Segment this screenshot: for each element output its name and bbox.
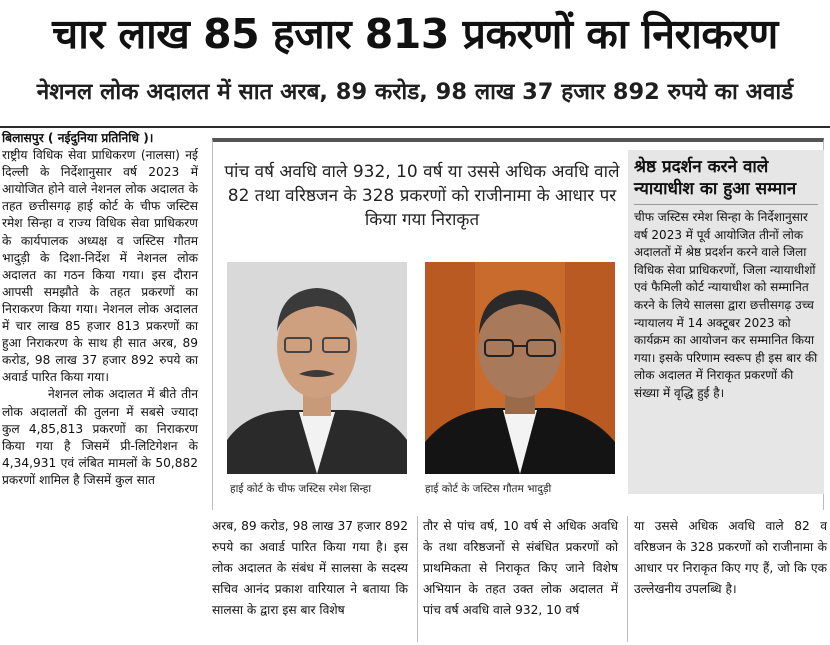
- body-paragraph-1: राष्ट्रीय विधिक सेवा प्राधिकरण (नालसा) नई दिल्ली के निर्देशानुसार वर्ष 2023 में आयोजित होने वाले नेशनल लोक अदालत के तहत छत्तीसगढ़ हाई कोर्ट के चीफ जस्टिस रमेश सिन्हा व राज्य विधिक सेवा प्राधिकरण के कार्यपालक अध्यक्ष व जस्टिस गौतम भादुड़ी के दिशा-निर्देश में नेशनल लोक अदालत का गठन किया गया। इस दौरान आपसी समझौते के तहत प्रकरणों का निराकरण किया गया। नेशनल लोक अदालत में चार लाख 85 हजार 813 प्रकरणों का हुआ निराकरण के साथ ही सात अरब, 89 करोड, 98 लाख 37 हजार 892 रुपये का अवार्ड पारित किया गया।: [2, 148, 198, 385]
- portrait-justice: [425, 262, 615, 474]
- dateline: बिलासपुर ( नईदुनिया प्रतिनिधि )।: [2, 131, 154, 145]
- body-column-4-text: या उससे अधिक अवधि वाले 82 व वरिष्ठजन के 328 प्रकरणों को राजीनामा के आधार पर निराकृत किए गए हैं, जो कि एक उल्लेखनीय उपलब्धि है।: [634, 519, 827, 596]
- pull-quote: पांच वर्ष अवधि वाले 932, 10 वर्ष या उससे अधिक अवधि वाले 82 तथा वरिष्ठजन के 328 प्रकरणों को राजीनामा के आधार पर किया गया निराकृत: [224, 162, 620, 230]
- headline: चार लाख 85 हजार 813 प्रकरणों का निराकरण: [52, 10, 778, 58]
- header-divider: [0, 126, 830, 128]
- body-column-2-text: अरब, 89 करोड, 98 लाख 37 हजार 892 रुपये का अवार्ड पारित किया गया है। इस लोक अदालत के संबंध में सालसा के सदस्य सचिव आनंद प्रकाश वारियाल ने बताया कि सालसा के द्वारा इस बार विशेष: [212, 519, 408, 617]
- body-column-3: [423, 516, 618, 621]
- sidebar-title: श्रेष्ठ प्रदर्शन करने वाले न्यायाधीश का हुआ सम्मान: [634, 156, 818, 205]
- body-column-3-text: तौर से पांच वर्ष, 10 वर्ष से अधिक अवधि के तथा वरिष्ठजनों से संबंधित प्रकरणों को प्राथमिकता से निराकृत किए जाने विशेष अभियान के तहत उक्त लोक अदालत में पांच वर्ष अवधि वाले 932, 10 वर्ष: [423, 519, 618, 617]
- photo-caption-chief-justice: हाई कोर्ट के चीफ जस्टिस रमेश सिन्हा: [230, 483, 372, 495]
- column-divider: [627, 516, 628, 642]
- body-column-2: [212, 516, 408, 621]
- body-paragraph-2: नेशनल लोक अदालत में बीते तीन लोक अदालतों की तुलना में सबसे ज्यादा कुल 4,85,813 प्रकरणों का निराकरण किया गया है जिसमें प्री-लिटिगेशन के 4,34,931 एवं लंबित मामलों के 50,882 प्रकरणों शामिल है जिसमें कुल सात: [2, 387, 198, 487]
- photo-caption-justice: हाई कोर्ट के जस्टिस गौतम भादुड़ी: [425, 483, 552, 495]
- left-column: [2, 130, 198, 489]
- column-divider: [417, 516, 418, 642]
- subheadline: नेशनल लोक अदालत में सात अरब, 89 करोड, 98 लाख 37 हजार 892 रुपये का अवार्ड: [36, 79, 794, 105]
- photo-justice: [425, 262, 615, 474]
- portrait-chief-justice: [227, 262, 407, 474]
- sidebar-body: चीफ जस्टिस रमेश सिन्हा के निर्देशानुसार वर्ष 2023 में पूर्व आयोजित तीनों लोक अदालतों में श्रेष्ठ प्रदर्शन करने वाले जिला विधिक सेवा प्राधिकरणों, जिला न्यायाधीशों एवं फैमिली कोर्ट न्यायाधीश को सम्मानित करने के लिये सालसा द्वारा छत्तीसगढ़ उच्च न्यायालय में 14 अक्टूबर 2023 को कार्यक्रम का आयोजन कर सम्मानित किया गया। इसके परिणाम स्वरूप ही इस बार की लोक अदालत में निराकृत प्रकरणों की संख्या में वृद्धि हुई है।: [634, 210, 818, 400]
- sidebar-box: [628, 150, 824, 494]
- photo-chief-justice: [227, 262, 407, 474]
- body-column-4: [634, 516, 827, 600]
